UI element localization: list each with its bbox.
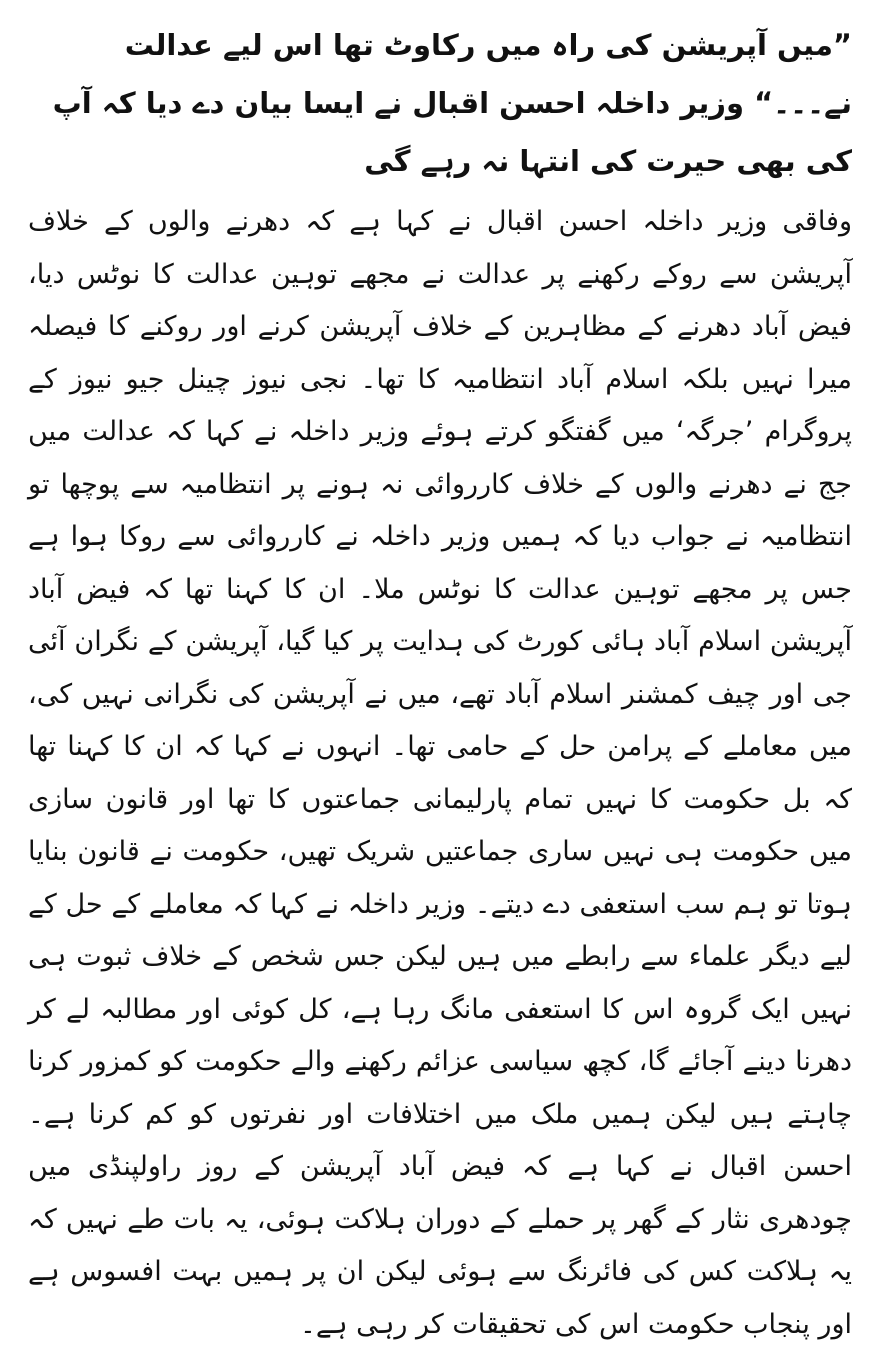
article xyxy=(28,16,852,1340)
article-headline: ”میں آپریشن کی راہ میں رکاوٹ تھا اس لیے عدالت نے۔۔۔“ وزیر داخلہ احسن اقبال نے ایسا بیان دے دیا کہ آپ کی بھی حیرت کی انتہا نہ رہے گی xyxy=(52,28,852,178)
article-body: وفاقی وزیر داخلہ احسن اقبال نے کہا ہے کہ دھرنے والوں کے خلاف آپریشن سے روکے رکھنے پر عدالت نے مجھے توہین عدالت کا نوٹس دیا، فیض آباد دھرنے کے مظاہرین کے خلاف آپریشن کرنے اور روکنے کا فیصلہ میرا نہیں بلکہ اسلام آباد انتظامیہ کا تھا۔ نجی نیوز چینل جیو نیوز کے پروگرام ’جرگہ‘ میں گفتگو کرتے ہوئے وزیر داخلہ نے کہا کہ عدالت میں جج نے دھرنے والوں کے خلاف کارروائی نہ ہونے پر انتظامیہ سے پوچھا تو انتظامیہ نے جواب دیا کہ ہمیں وزیر داخلہ نے کارروائی سے روکا ہوا ہے جس پر مجھے توہین عدالت کا نوٹس ملا۔ ان کا کہنا تھا کہ فیض آباد آپریشن اسلام آباد ہائی کورٹ کی ہدایت پر کیا گیا، آپریشن کے نگران آئی جی اور چیف کمشنر اسلام آباد تھے، میں نے آپریشن کی نگرانی نہیں کی، میں معاملے کے پرامن حل کے حامی تھا۔ انہوں نے کہا کہ ان کا کہنا تھا کہ بل حکومت کا نہیں تمام پارلیمانی جماعتوں کا تھا اور قانون سازی میں حکومت ہی نہیں ساری جماعتیں شریک تھیں، حکومت نے قانون بنایا ہوتا تو ہم سب استعفی دے دیتے۔ وزیر داخلہ نے کہا کہ معاملے کے حل کے لیے دیگر علماء سے رابطے میں ہیں لیکن جس شخص کے خلاف ثبوت ہی نہیں ایک گروہ اس کا استعفی مانگ رہا ہے، کل کوئی اور مطالبہ لے کر دھرنا دینے آجائے گا، کچھ سیاسی عزائم رکھنے والے حکومت کو کمزور کرنا چاہتے ہیں لیکن ہمیں ملک میں اختلافات اور نفرتوں کو کم کرنا ہے۔ احسن اقبال نے کہا ہے کہ فیض آباد آپریشن کے روز راولپنڈی میں چودھری نثار کے گھر پر حملے کے دوران ہلاکت ہوئی، یہ بات طے نہیں کہ یہ ہلاکت کس کی فائرنگ سے ہوئی لیکن ان پر ہمیں بہت افسوس ہے اور پنجاب حکومت اس کی تحقیقات کر رہی ہے۔ xyxy=(28,206,852,1340)
